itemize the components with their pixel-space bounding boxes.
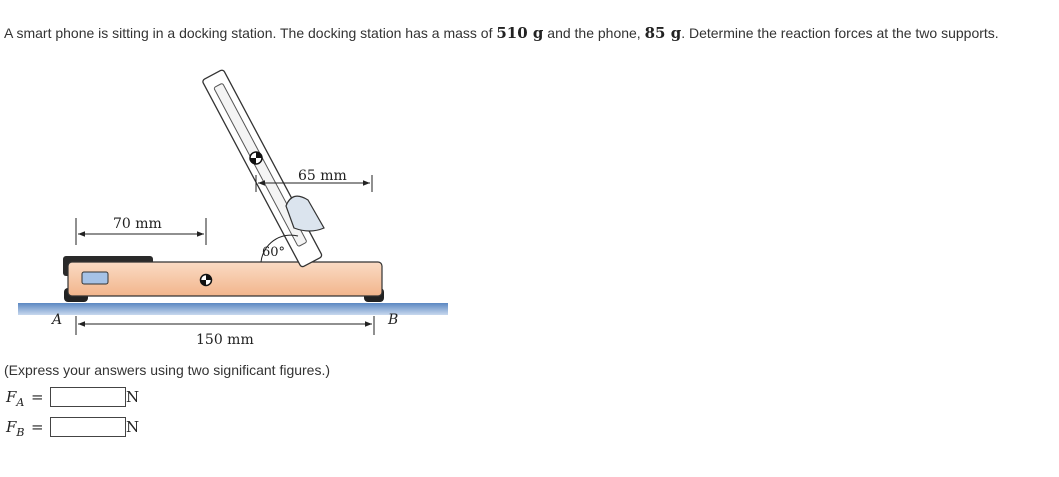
instruction-note: (Express your answers using two significant figures.) xyxy=(4,362,331,378)
base-cg-symbol xyxy=(201,275,212,286)
phone-cg-symbol xyxy=(250,152,262,164)
angle-label: 60° xyxy=(262,245,286,260)
dim-65-label: 65 mm xyxy=(298,168,347,184)
fb-unit: N xyxy=(126,418,140,436)
dim-70-label: 70 mm xyxy=(113,216,162,232)
docking-base xyxy=(68,262,382,296)
base-slot xyxy=(82,272,108,284)
fb-label: $F_B$ xyxy=(6,418,25,439)
fb-answer-input[interactable] xyxy=(50,417,126,437)
dim-150-label: 150 mm xyxy=(196,332,254,348)
problem-text-1: A smart phone is sitting in a docking station. The docking station has a mass of xyxy=(4,25,497,41)
problem-statement xyxy=(4,24,999,42)
fa-label: $F_A$ xyxy=(6,388,25,409)
ground xyxy=(18,303,448,315)
support-a-label: A xyxy=(52,312,63,328)
support-b-label: B xyxy=(388,312,399,328)
phone-mass: 85 g xyxy=(644,24,682,42)
fa-equals: = xyxy=(31,388,44,406)
fa-answer-input[interactable] xyxy=(50,387,126,407)
fb-equals: = xyxy=(31,418,44,436)
docking-station-figure xyxy=(10,50,460,355)
problem-text-3: . Determine the reaction forces at the two supports. xyxy=(681,25,999,41)
problem-text-2: and the phone, xyxy=(543,25,645,41)
station-mass: 510 g xyxy=(496,24,544,42)
fa-unit: N xyxy=(126,388,140,406)
